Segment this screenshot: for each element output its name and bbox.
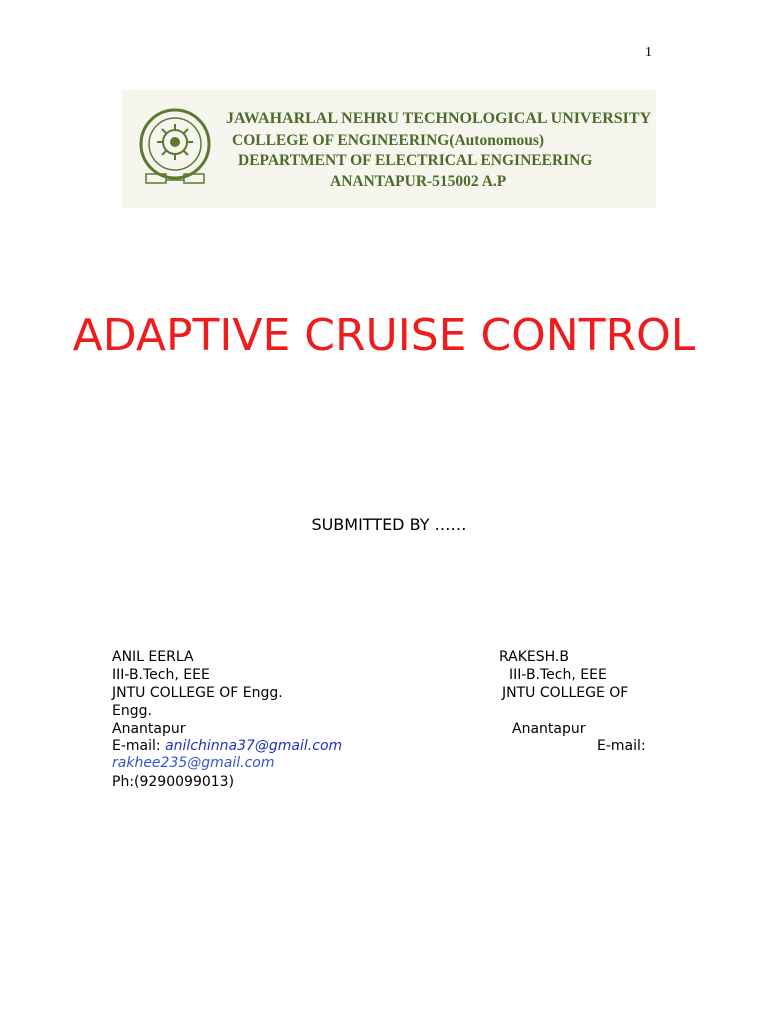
student2-city: Anantapur: [512, 721, 586, 737]
document-title: ADAPTIVE CRUISE CONTROL: [72, 310, 696, 361]
college-address: ANANTAPUR-515002 A.P: [330, 173, 507, 190]
submitted-by-heading: SUBMITTED BY ……: [311, 515, 467, 534]
student1-email-label: E-mail:: [112, 738, 161, 754]
student2-college: JNTU COLLEGE OF: [502, 685, 629, 701]
department-name: DEPARTMENT OF ELECTRICAL ENGINEERING: [238, 152, 593, 169]
student1-college: JNTU COLLEGE OF Engg.: [112, 685, 283, 701]
student1-phone: Ph:(9290099013): [112, 774, 235, 790]
student1-email-row: [112, 737, 342, 755]
student1-course: III-B.Tech, EEE: [112, 667, 210, 683]
university-seal-icon: [132, 104, 218, 190]
page-number: 1: [645, 45, 652, 60]
student1-city: Anantapur: [112, 721, 186, 737]
college-name: COLLEGE OF ENGINEERING(Autonomous): [232, 132, 545, 149]
student1-email-link[interactable]: anilchinna37@gmail.com: [165, 738, 343, 754]
student2-course: III-B.Tech, EEE: [509, 667, 607, 683]
student1-name: ANIL EERLA: [112, 649, 194, 665]
student2-email-label: E-mail:: [597, 738, 646, 754]
university-name: JAWAHARLAL NEHRU TECHNOLOGICAL UNIVERSITY: [226, 110, 652, 127]
student2-college-cont: Engg.: [112, 703, 152, 719]
student2-name: RAKESH.B: [499, 649, 569, 665]
college-header-banner: [122, 90, 656, 208]
student2-email-link[interactable]: rakhee235@gmail.com: [112, 755, 275, 771]
